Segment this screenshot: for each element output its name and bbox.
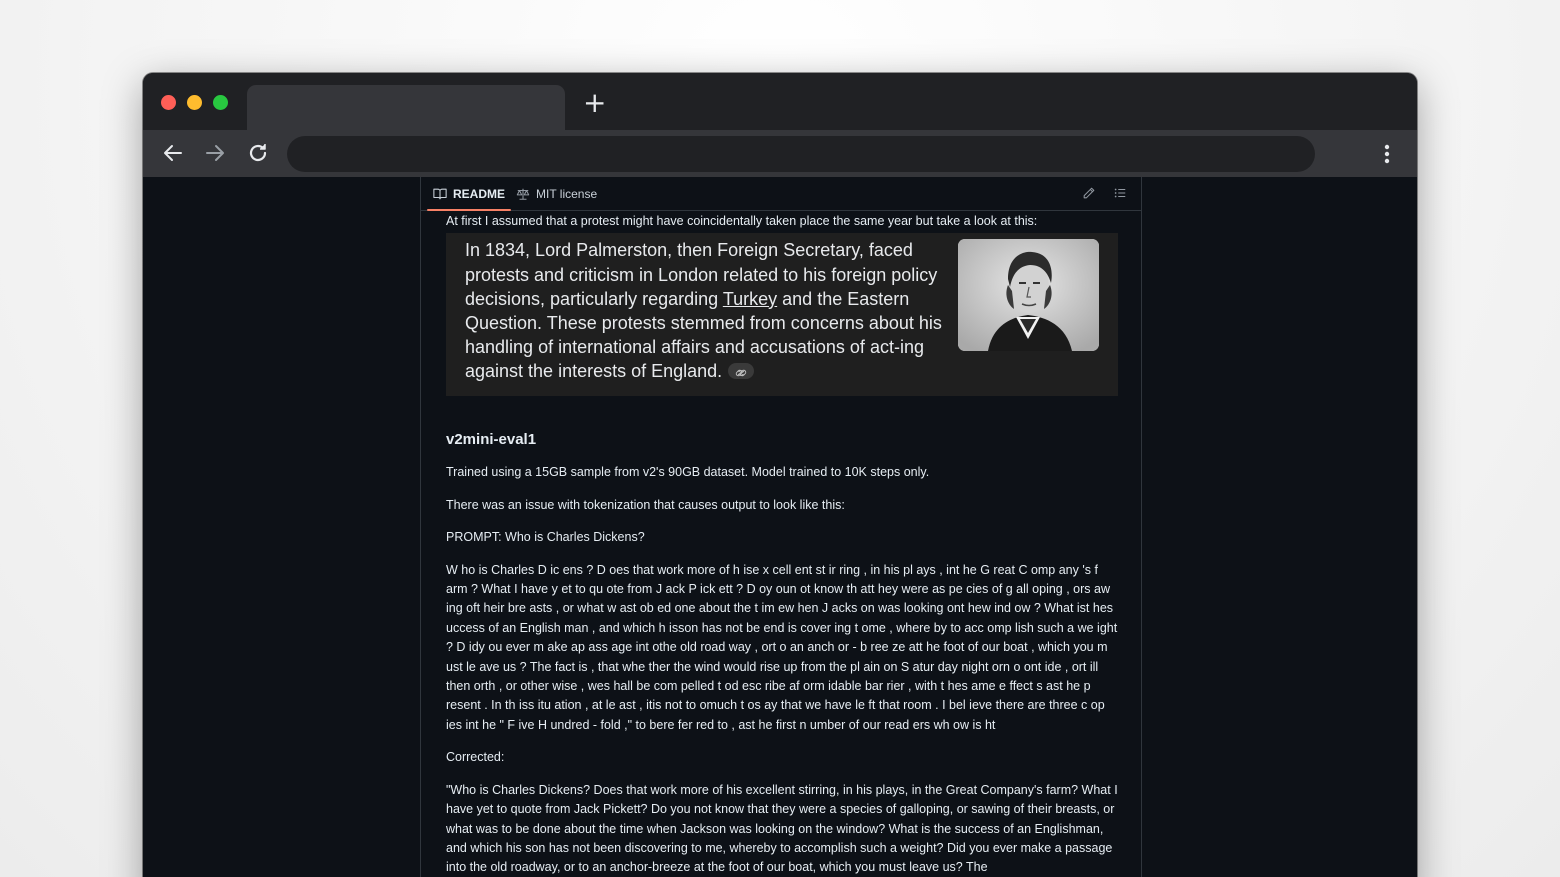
scale-icon <box>516 187 530 201</box>
intro-text: At first I assumed that a protest might have coincidentally taken place the same year but take a look at this: <box>446 214 1038 228</box>
snippet-text <box>465 238 953 383</box>
tab-strip <box>143 73 1417 130</box>
tab-readme-label: README <box>453 186 506 201</box>
new-tab-button[interactable]: + <box>583 86 607 119</box>
paragraph-raw-output: W ho is Charles D ic ens ? D oes that work more of h ise x cell ent st ir ring , in his pl ays , int he G reat C omp any 's f arm ? What I have y et to qu ote from J ack P ick ett ? D oy oun ot know th att hey were as pe cies of g all oping , ors aw ing oft heir bre asts , or what w ast ob ed one about the t im ew hen J acks on was looking ont hew ind ow ? What ist hes uccess of an English man , and which h isson has not be end is cover ing t ome , where by to acc omp lish such a we ight ? D idy ou ever m ake ap ass age int othe old road way , ort o an anch or - b ree ze att he foot of our boat , which you m ust le ave us ? The fact is , that whe ther the wind would rise up from the pl ain on S atur day night orn o ont ide , ort ill then orth , or other wise , wes hall be com pelled t od esc ribe af orm idable bar rier , with t hes ame e ffect s ast he p resent . In th iss itu ation , at le ast , itis not to omuch t os ay that we have le ft that room . I bel ieve there are three c op ies int he " F ive H undred - fold ," to bere fer red to , ast he first n umber of our read ers wh ow is ht <box>446 562 1118 732</box>
paragraph-corrected-output: "Who is Charles Dickens? Does that work more of his excellent stirring, in his plays, in the Great Company's farm? What I have yet to quote from Jack Pickett? Do you not know that they were a species of galloping, or sawing of their breasts, or what was to be done about the time when Jackson was looking on the window? What is the success of an Englishman, and which his son has not been discovering to me, whereby to accomplish such a weight? Did you ever make a passage into the old roadway, or to an anchor-breeze at the foot of our boat, which you must leave us? The <box>446 782 1118 875</box>
link-chip[interactable] <box>728 363 754 379</box>
search-result-snippet <box>446 233 1118 396</box>
tab-license[interactable] <box>516 177 597 210</box>
palmerston-portrait-image <box>958 239 1099 351</box>
browser-window <box>143 73 1417 877</box>
maximize-window-button[interactable] <box>213 95 228 110</box>
snippet-text-after: and the Eastern Question. These protests stemmed from concerns about his handling of international affairs and accusations of act-ing against the interests of England. <box>465 288 942 382</box>
turkey-link[interactable]: Turkey <box>722 288 778 309</box>
paragraph-issue: There was an issue with tokenization that causes output to look like this: <box>446 497 845 512</box>
pencil-icon[interactable] <box>1082 186 1096 200</box>
tab-license-label: MIT license <box>536 186 598 201</box>
paragraph-prompt: PROMPT: Who is Charles Dickens? <box>446 530 645 545</box>
address-bar[interactable] <box>287 136 1315 172</box>
reload-icon[interactable] <box>246 141 270 165</box>
chain-link-icon <box>728 365 754 381</box>
page-content <box>143 177 1417 877</box>
outline-list-icon[interactable] <box>1113 186 1127 200</box>
close-window-button[interactable] <box>161 95 176 110</box>
minimize-window-button[interactable] <box>187 95 202 110</box>
readme-body <box>446 210 1118 877</box>
back-arrow-icon[interactable] <box>161 141 185 165</box>
section-heading: v2mini-eval1 <box>446 431 537 449</box>
tab-readme[interactable] <box>427 177 511 210</box>
readme-header <box>421 177 1141 211</box>
browser-toolbar <box>143 130 1417 177</box>
paragraph-training: Trained using a 15GB sample from v2's 90GB dataset. Model trained to 10K steps only. <box>446 465 930 480</box>
paragraph-corrected-label: Corrected: <box>446 750 505 765</box>
forward-arrow-icon[interactable] <box>203 141 227 165</box>
browser-tab-active[interactable] <box>247 85 565 130</box>
browser-menu-icon[interactable] <box>1377 143 1397 165</box>
readme-panel <box>420 177 1142 877</box>
book-icon <box>433 187 447 201</box>
snippet-text-before: In 1834, Lord Palmerston, then Foreign Secretary, faced protests and criticism in London related to his foreign policy decisions, particularly regarding <box>465 240 938 309</box>
